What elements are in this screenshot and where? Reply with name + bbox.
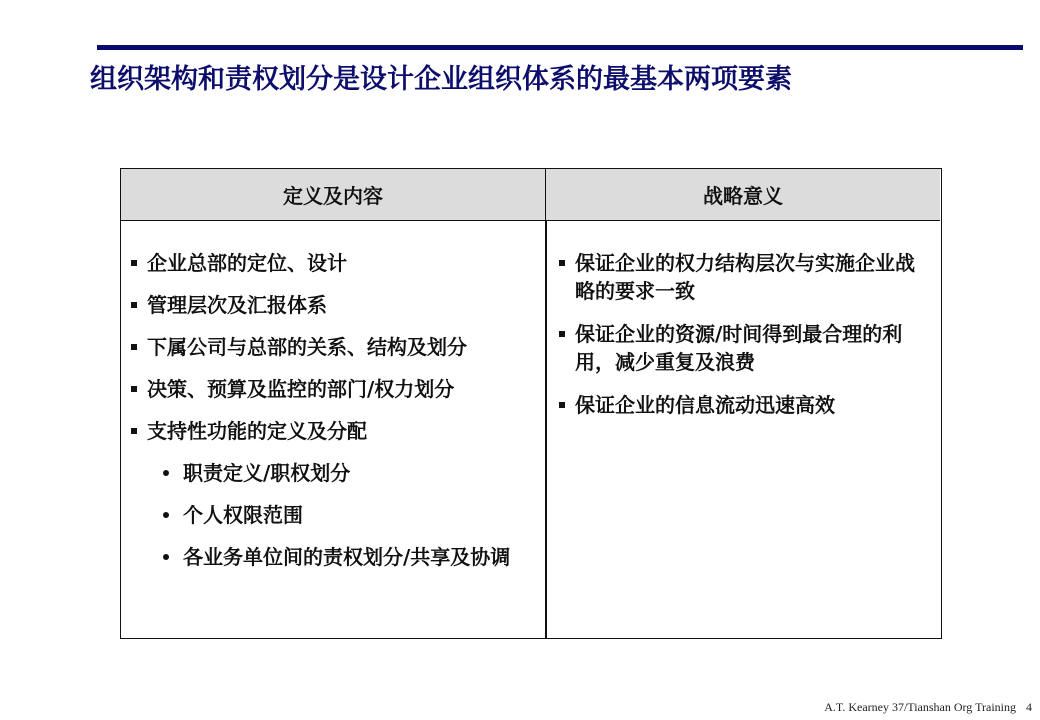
list-item [127,291,545,319]
sub-list-item [127,459,545,487]
list-item-text: 保证企业的信息流动迅速高效 [575,393,835,417]
list-item [127,417,545,445]
footer-source: A.T. Kearney 37/Tianshan Org Training [824,700,1016,714]
list-item-text: 支持性功能的定义及分配 [147,419,367,443]
sub-list-item-text: 个人权限范围 [183,503,303,527]
definition-column [121,221,545,638]
list-item [555,249,920,305]
list-item-text: 保证企业的权力结构层次与实施企业战略的要求一致 [575,251,915,303]
slide-footer [824,700,1032,715]
round-bullet-icon [163,470,169,476]
strategic-meaning-column [547,221,941,638]
list-item [127,333,545,361]
list-item-text: 企业总部的定位、设计 [147,251,347,275]
sub-list-item-text: 各业务单位间的责权划分/共享及协调 [183,545,511,569]
header-strategic-meaning: 战略意义 [546,169,940,221]
title-rule [97,45,1023,50]
round-bullet-icon [163,554,169,560]
square-bullet-icon [131,428,137,434]
square-bullet-icon [559,331,565,337]
list-item [127,375,545,403]
square-bullet-icon [559,402,565,408]
definition-strategy-table [120,168,942,639]
slide-title: 组织架构和责权划分是设计企业组织体系的最基本两项要素 [90,64,792,95]
square-bullet-icon [131,386,137,392]
sub-list-item [127,501,545,529]
list-item-text: 保证企业的资源/时间得到最合理的利用，减少重复及浪费 [575,322,903,374]
list-item [555,391,941,419]
list-item-text: 下属公司与总部的关系、结构及划分 [147,335,467,359]
sub-list-item-text: 职责定义/职权划分 [183,461,351,485]
page-number: 4 [1026,700,1032,714]
square-bullet-icon [131,344,137,350]
list-item-text: 决策、预算及监控的部门/权力划分 [147,377,455,401]
sub-list-item [127,543,513,571]
square-bullet-icon [131,302,137,308]
square-bullet-icon [559,260,565,266]
list-item [127,249,545,277]
list-item [555,320,927,376]
list-item-text: 管理层次及汇报体系 [147,293,327,317]
round-bullet-icon [163,512,169,518]
square-bullet-icon [131,260,137,266]
header-definition: 定义及内容 [121,169,546,221]
